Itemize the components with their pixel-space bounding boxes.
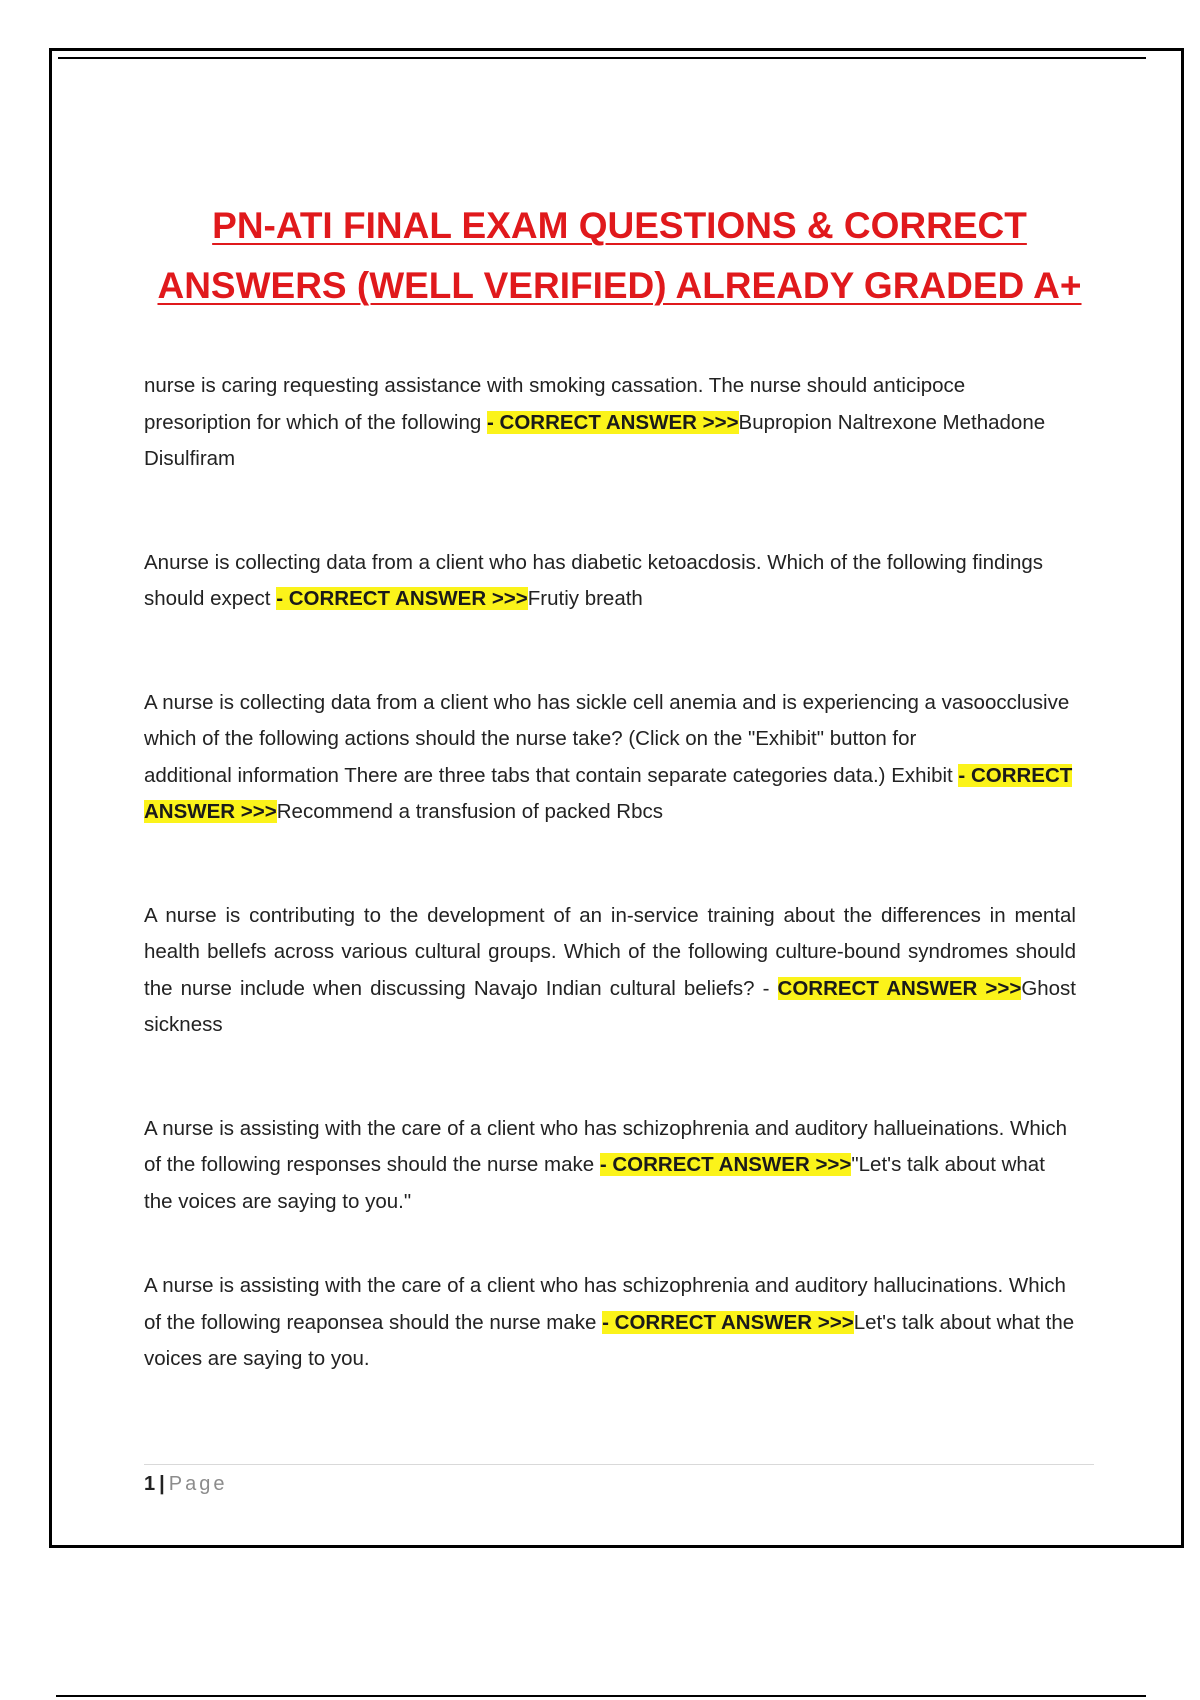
question-text: nurse is caring requesting assistance with smoking cassation. The nurse should anticipoce presoription for which of the following [144,374,966,434]
top-rule [58,57,1146,59]
page-footer [144,1473,227,1496]
next-page-rule [56,1695,1146,1697]
page-separator: | [159,1473,165,1495]
question-text: A nurse is assisting with the care of a client who has schizophrenia and auditory hallucinations. Which of the following reaponsea should the nurse make [144,1274,1066,1334]
qa-item-1 [144,368,1076,478]
qa-item-6 [144,1268,1076,1378]
answer-text: Bupropion Naltrexone Methadone Disulfiram [144,410,1046,470]
qa-item-5 [144,1111,1076,1221]
correct-answer-marker: - CORRECT ANSWER >>> [602,1310,854,1334]
document-title [52,196,1187,316]
qa-list [144,368,1076,1378]
question-text-continued: additional information There are three tabs that contain separate categories data.) Exhibit [144,763,959,787]
answer-text: Ghost sickness [144,976,1077,1036]
answer-text: Recommend a transfusion of packed Rbcs [276,800,664,823]
footer-divider [144,1464,1094,1465]
title-line-2: ANSWERS (WELL VERIFIED) ALREADY GRADED A+ [157,265,1082,306]
question-text: A nurse is collecting data from a client who has sickle cell anemia and is experiencing a vasoocclusive which of the following actions should the nurse take? (Click on the "Exhibit" button for [144,690,1070,750]
qa-item-4 [144,898,1076,1044]
qa-item-3 [144,685,1076,831]
correct-answer-marker: - CORRECT ANSWER >>> [144,763,1073,823]
correct-answer-marker: - CORRECT ANSWER >>> [599,1153,852,1176]
correct-answer-marker: CORRECT ANSWER >>> [777,976,1022,1000]
answer-text: Frutiy breath [527,587,643,610]
answer-text: Let's talk about what the voices are saying to you. [144,1310,1075,1370]
correct-answer-marker: - CORRECT ANSWER >>> [276,587,528,610]
qa-item-2 [144,545,1076,618]
page-number: 1 [144,1473,156,1495]
title-line-1: PN-ATI FINAL EXAM QUESTIONS & CORRECT [212,205,1027,246]
question-text: Anurse is collecting data from a client who has diabetic ketoacdosis. Which of the following findings should expect [144,550,1044,610]
answer-text: "Let's talk about what the voices are saying to you." [144,1153,1045,1213]
page-label: Page [168,1473,228,1495]
question-text: A nurse is assisting with the care of a client who has schizophrenia and auditory hallueinations. Which of the following responses should the nurse make [144,1116,1068,1176]
correct-answer-marker: - CORRECT ANSWER >>> [487,410,739,434]
question-text: A nurse is contributing to the development of an in-service training about the differences in mental health bellefs across various cultural groups. Which of the following culture-bound syndromes should the nurse include when discussing Navajo Indian cultural beliefs? - [144,903,1076,1000]
